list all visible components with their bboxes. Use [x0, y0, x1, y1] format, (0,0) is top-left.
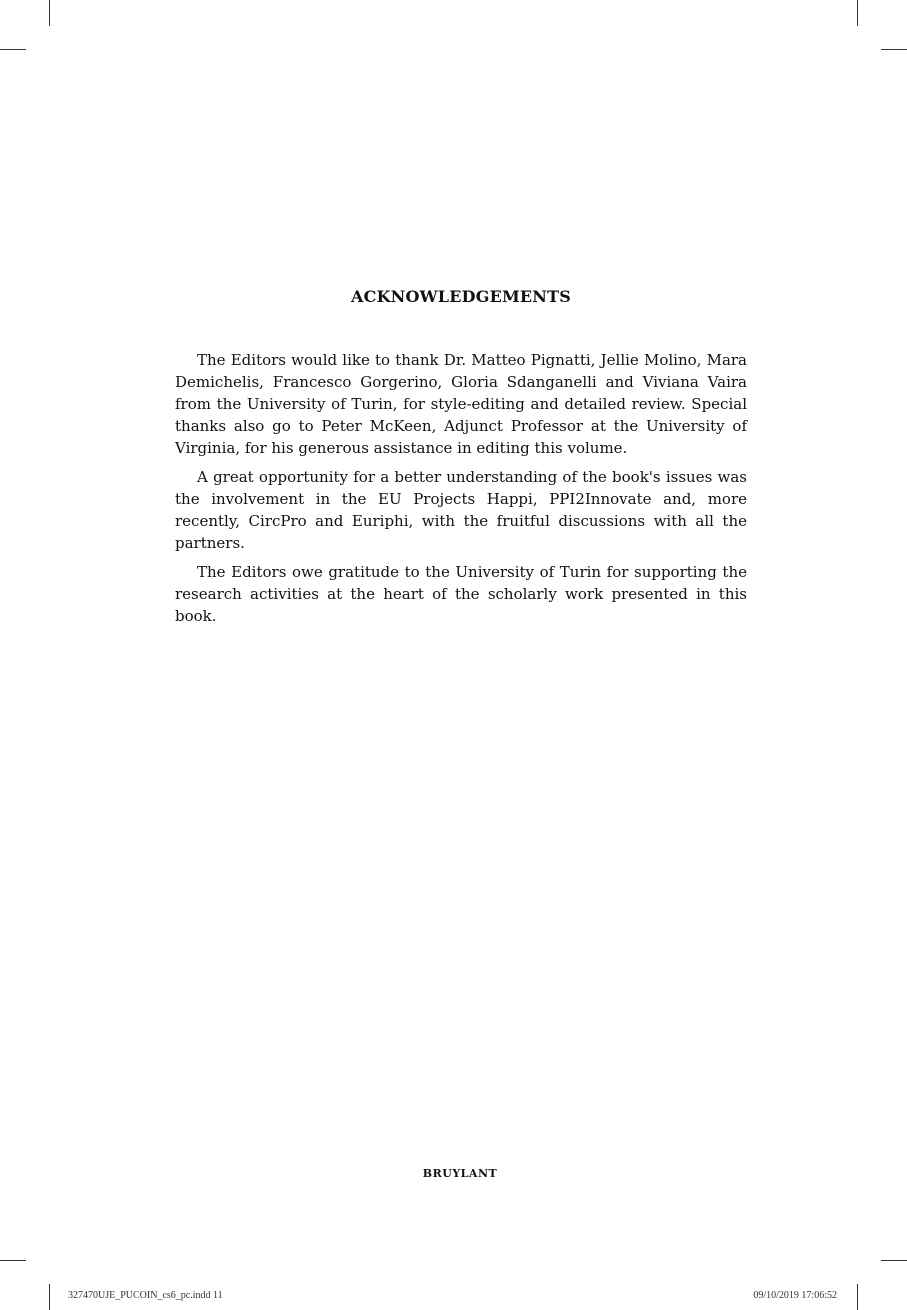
publisher-footer: BRUYLANT — [422, 1167, 498, 1180]
crop-mark-bottom-right-vertical — [857, 1284, 858, 1310]
crop-mark-top-right-horizontal — [881, 49, 907, 50]
acknowledgements-body — [175, 349, 747, 634]
crop-mark-top-right-vertical — [857, 0, 858, 26]
paragraph: The Editors owe gratitude to the University of Turin for supporting the research activities at the heart of the scholarly work presented in this book. — [175, 563, 747, 625]
crop-mark-top-left-horizontal — [0, 49, 26, 50]
crop-mark-top-left-vertical — [49, 0, 50, 26]
paragraph: A great opportunity for a better understanding of the book's issues was the involvement in the EU Projects Happi, PPI2Innovate and, more recently, CircPro and Euriphi, with the fruitful discussions with all the partners. — [175, 468, 747, 552]
print-slug-filename: 327470UJE_PUCOIN_cs6_pc.indd 11 — [68, 1290, 223, 1301]
paragraph: The Editors would like to thank Dr. Matteo Pignatti, Jellie Molino, Mara Demichelis, Francesco Gorgerino, Gloria Sdanganelli and Viviana Vaira from the University of Turin, for style-editing and detailed review. Special thanks also go to Peter McKeen, Adjunct Professor at the University of Virginia, for his generous assistance in editing this volume. — [175, 351, 747, 457]
crop-mark-bottom-right-horizontal — [881, 1260, 907, 1261]
print-slug-timestamp: 09/10/2019 17:06:52 — [753, 1290, 837, 1301]
crop-mark-bottom-left-horizontal — [0, 1260, 26, 1261]
crop-mark-bottom-left-vertical — [49, 1284, 50, 1310]
page-title: ACKNOWLEDGEMENTS — [351, 287, 571, 306]
